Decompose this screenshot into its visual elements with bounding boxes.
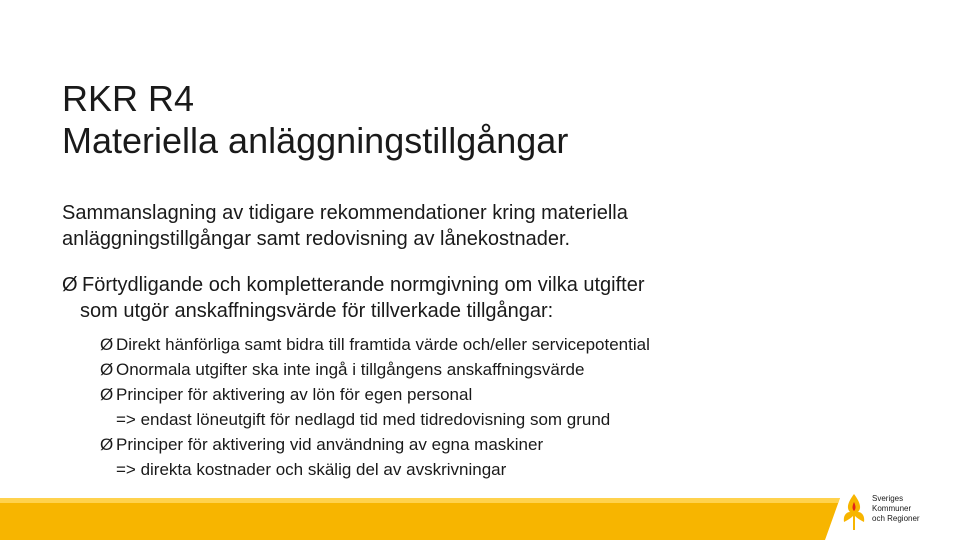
sub-bullet-text: Principer för aktivering vid användning av egna maskiner (116, 435, 544, 454)
logo-emblem-icon (838, 492, 870, 532)
sub-bullet-item (100, 432, 800, 457)
sub-bullet-text: Onormala utgifter ska inte ingå i tillgångens anskaffningsvärde (116, 360, 585, 379)
footer-accent-band (0, 498, 960, 540)
logo-line-3: och Regioner (872, 514, 920, 523)
arrow-bullet-icon: Ø (100, 335, 114, 354)
sub-bullet-continuation: => direkta kostnader och skälig del av avskrivningar (116, 460, 507, 479)
arrow-bullet-icon: Ø (100, 435, 114, 454)
sub-bullet-continuation: => endast löneutgift för nedlagd tid med tidredovisning som grund (116, 410, 611, 429)
sub-bullet-text: Direkt hänförliga samt bidra till framtida värde och/eller servicepotential (116, 335, 650, 354)
sub-bullet-item (100, 357, 800, 382)
intro-line-1: Sammanslagning av tidigare rekommendationer kring materiella (62, 202, 628, 224)
bullet-1-line-2: som utgör anskaffningsvärde för tillverkade tillgångar: (80, 300, 554, 322)
organization-logo (838, 492, 938, 532)
logo-wordmark (872, 494, 920, 524)
sub-bullet-list (100, 332, 800, 482)
slide-title (62, 78, 568, 162)
arrow-bullet-icon: Ø (100, 385, 114, 404)
title-line-2: Materiella anläggningstillgångar (62, 120, 569, 161)
intro-paragraph (62, 200, 822, 252)
arrow-bullet-icon: Ø (62, 274, 78, 296)
arrow-bullet-icon: Ø (100, 360, 114, 379)
yellow-band (0, 498, 840, 540)
yellow-band-highlight (0, 498, 840, 503)
logo-line-1: Sveriges (872, 494, 904, 503)
sub-bullet-item (100, 332, 800, 357)
bullet-1-line-1: Förtydligande och kompletterande normgivning om vilka utgifter (82, 274, 645, 296)
bullet-level-1 (62, 272, 822, 324)
intro-line-2: anläggningstillgångar samt redovisning av lånekostnader. (62, 228, 571, 250)
title-line-1: RKR R4 (62, 78, 195, 119)
sub-bullet-text: Principer för aktivering av lön för egen personal (116, 385, 473, 404)
logo-line-2: Kommuner (872, 504, 912, 513)
sub-bullet-item (100, 382, 800, 407)
